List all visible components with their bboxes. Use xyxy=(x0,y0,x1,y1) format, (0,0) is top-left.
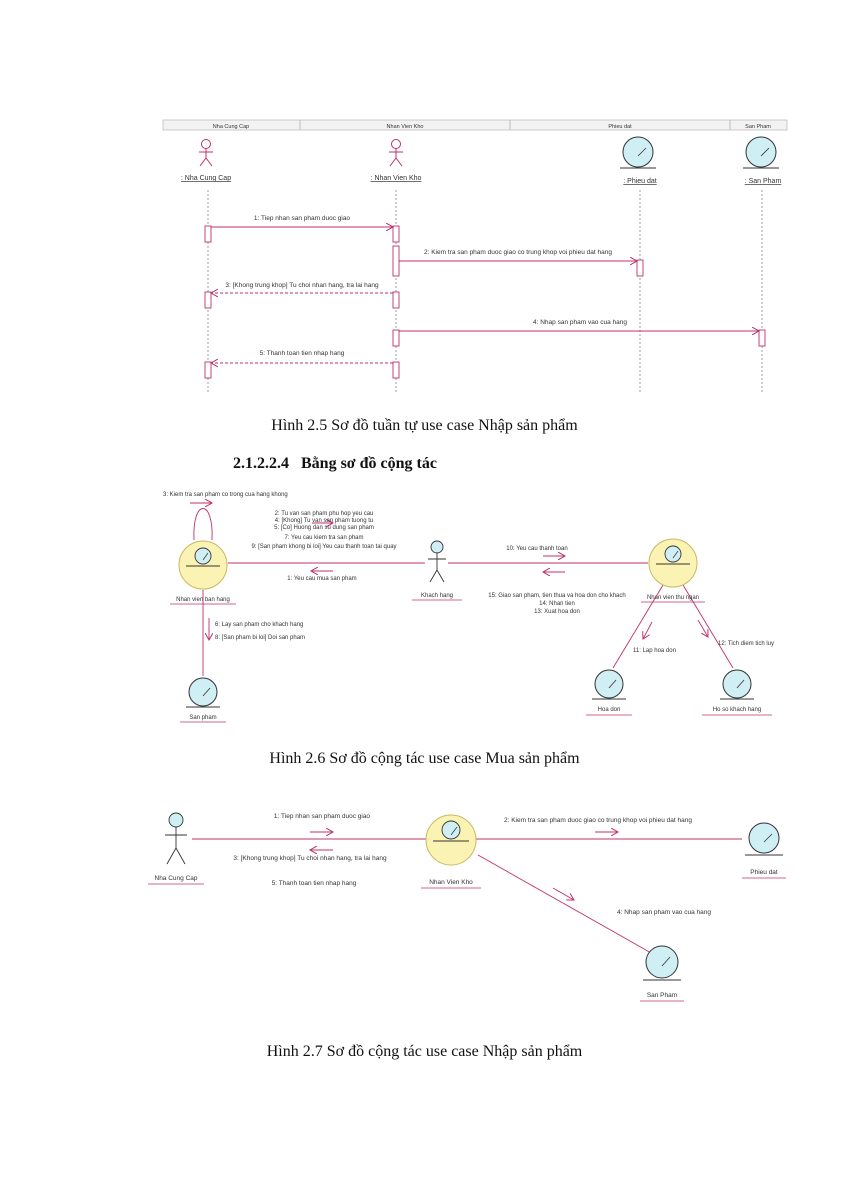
sequence-diagram xyxy=(163,120,787,392)
message-label-8: 8: [San pham bi loi] Doi san pham xyxy=(215,635,306,641)
message-label-2: 2: Kiem tra san pham duoc giao co trung khop voi phieu dat hang xyxy=(424,249,612,256)
object-label-ho-so-khach-hang: Ho so khach hang xyxy=(712,707,762,713)
message-label-1: 1: Tiep nhan san pham duoc giao xyxy=(273,813,371,820)
message-label-15: 15: Giao san pham, tien thua va hoa don cho khach xyxy=(488,593,626,599)
object-label-nhan-vien-thu-ngan: Nhan vien thu ngan xyxy=(646,595,700,601)
header-nha-cung-cap: Nha Cung Cap xyxy=(212,124,250,130)
message-label-3: 3: [Khong trung khop] Tu choi nhan hang, tra lai hang xyxy=(233,855,387,862)
section-number: 2.1.2.2.4 xyxy=(233,455,289,472)
object-label-khach-hang: Khach hang xyxy=(420,593,454,599)
message-label-4: 4: Nhap san pham vao cua hang xyxy=(617,909,711,916)
message-label-12: 12: Tich diem tich luy xyxy=(718,641,775,647)
object-label-san-pham: San Pham xyxy=(646,992,678,999)
message-label-11: 11: Lap hoa don xyxy=(633,648,676,654)
link-nvk-sanpham xyxy=(478,855,660,958)
collaboration-diagram-mua-san-pham xyxy=(163,492,774,722)
header-san-pham: San Pham xyxy=(745,124,771,130)
message-label-1: 1: Tiep nhan san pham duoc giao xyxy=(253,215,351,222)
header-phieu-dat: Phieu dat xyxy=(608,124,632,130)
message-label-10: 10: Yeu cau thanh toan xyxy=(506,546,568,552)
object-label-nhan-vien-ban-hang: Nhan vien ban hang xyxy=(176,597,230,603)
figure-caption-2-6: Hình 2.6 Sơ đồ cộng tác use case Mua sản phẩm xyxy=(269,750,580,767)
entity-phieu-dat-icon xyxy=(620,137,656,168)
message-label-4: 4: [Khong] Tu van san pham tuong tu xyxy=(274,518,374,524)
lifeline-label-nha-cung-cap: : Nha Cung Cap xyxy=(180,175,232,182)
control-nhan-vien-thu-ngan-icon xyxy=(649,539,697,587)
lifeline-label-nhan-vien-kho: : Nhan Vien Kho xyxy=(370,175,422,182)
message-label-5: 5: Thanh toan tien nhap hang xyxy=(259,350,345,357)
message-label-3: 3: [Khong trung khop] Tu choi nhan hang, tra lai hang xyxy=(225,282,379,289)
lifeline-label-san-pham: : San Pham xyxy=(744,178,782,185)
actor-nha-cung-cap-icon xyxy=(199,140,213,167)
message-label-7: 7: Yeu cau kiem tra san pham xyxy=(284,535,364,541)
message-label-5: 5: Thanh toan tien nhap hang xyxy=(271,880,357,887)
message-label-4: 4: Nhap san pham vao cua hang xyxy=(533,319,627,326)
message-label-9: 9: [San pham khong bi loi] Yeu cau thanh toan tai quay xyxy=(251,544,397,550)
message-label-1: 1: Yeu cau mua san pham xyxy=(287,576,357,582)
message-label-2: 2: Kiem tra san pham duoc giao co trung khop voi phieu dat hang xyxy=(504,817,692,824)
actor-nhan-vien-kho-icon xyxy=(389,140,403,167)
arrow-11-to-hoadon xyxy=(643,622,652,639)
entity-ho-so-khach-hang-icon xyxy=(720,670,754,699)
section-title: Bằng sơ đồ cộng tác xyxy=(301,455,437,472)
figure-caption-2-5: Hình 2.5 Sơ đồ tuần tự use case Nhập sản phẩm xyxy=(271,417,578,434)
header-nhan-vien-kho: Nhan Vien Kho xyxy=(386,124,424,130)
entity-phieu-dat-icon xyxy=(745,823,783,855)
self-link-nvbh xyxy=(194,509,212,541)
message-label-2: 2: Tu van san pham phu hop yeu cau xyxy=(274,511,374,517)
object-label-nha-cung-cap: Nha Cung Cap xyxy=(154,875,198,882)
message-label-6: 6: Lay san pham cho khach hang xyxy=(215,622,304,628)
control-nhan-vien-ban-hang-icon xyxy=(179,541,227,589)
entity-san-pham-icon xyxy=(743,137,779,168)
message-label-14: 14: Nhan tien xyxy=(539,601,575,607)
control-nhan-vien-kho-icon xyxy=(426,815,476,865)
arrow-12-to-hoso xyxy=(698,620,708,637)
object-label-phieu-dat: Phieu dat xyxy=(750,869,778,876)
object-label-hoa-don: Hoa don xyxy=(597,707,621,713)
actor-khach-hang-icon xyxy=(428,541,446,582)
message-label-13: 13: Xuat hoa don xyxy=(534,609,580,615)
object-label-nhan-vien-kho: Nhan Vien Kho xyxy=(429,879,473,886)
actor-nha-cung-cap-icon xyxy=(165,813,187,864)
arrow-4 xyxy=(553,888,574,900)
section-heading xyxy=(233,455,437,473)
message-label-self-3: 3: Kiem tra san pham co trong cua hang khong xyxy=(163,492,288,498)
collaboration-diagram-nhap-san-pham xyxy=(148,813,786,1001)
entity-hoa-don-icon xyxy=(592,670,626,699)
message-label-5: 5: [Co] Huong dan su dung san pham xyxy=(274,525,374,531)
object-label-san-pham: San pham xyxy=(189,715,217,721)
entity-san-pham-icon xyxy=(186,678,220,707)
lifeline-label-phieu-dat: : Phieu dat xyxy=(623,178,657,185)
figure-caption-2-7: Hình 2.7 Sơ đồ cộng tác use case Nhập sản phẩm xyxy=(266,1043,583,1060)
